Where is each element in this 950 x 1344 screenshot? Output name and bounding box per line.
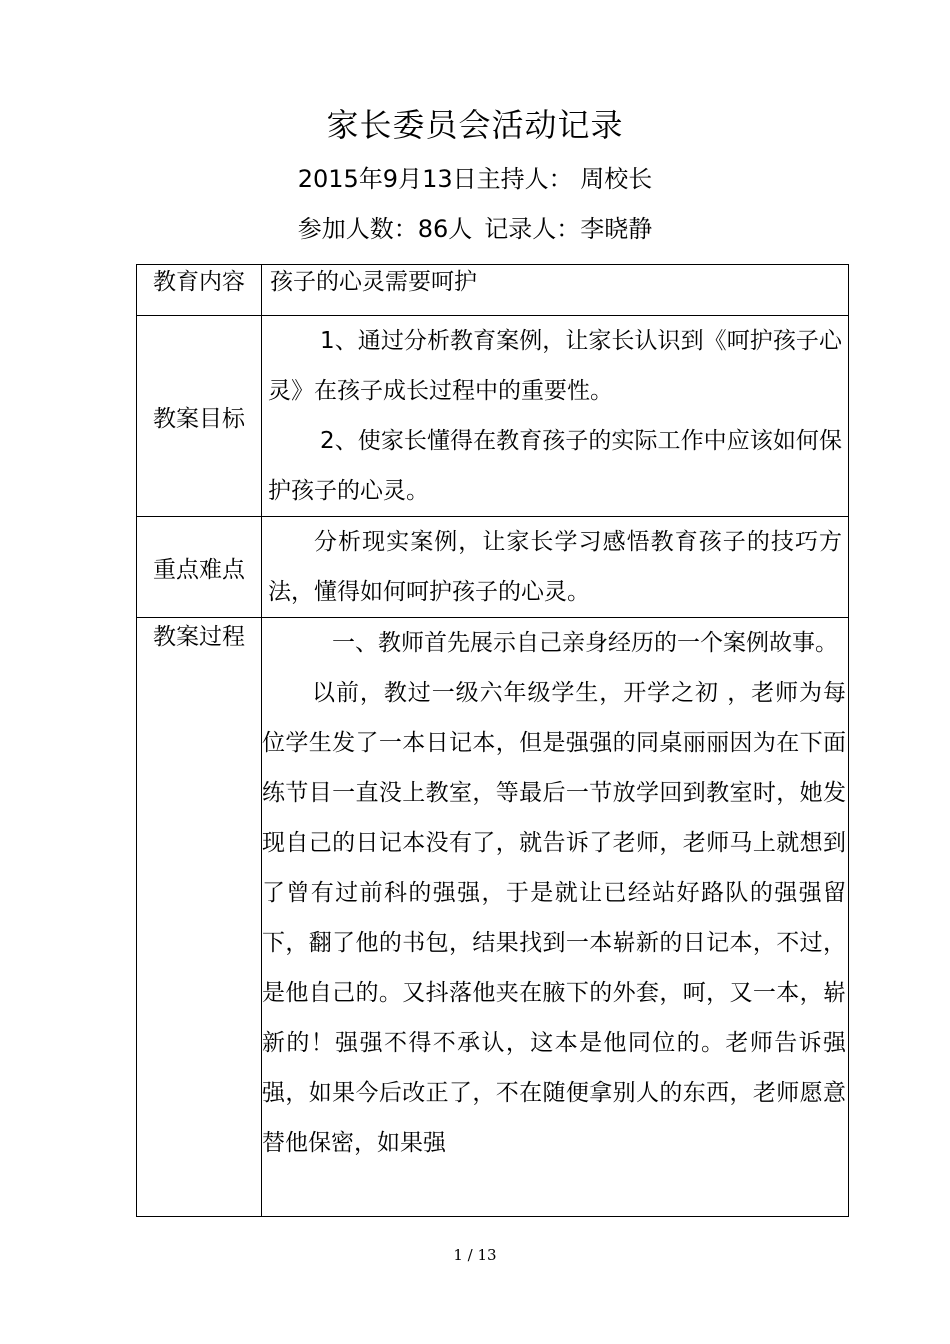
table-row xyxy=(137,316,849,517)
attendance-recorder-line xyxy=(0,212,950,246)
attendance-count: 参加人数：86人 xyxy=(297,215,473,243)
content-paragraph: 孩子的心灵需要呵护 xyxy=(270,269,477,295)
row-label-objectives: 教案目标 xyxy=(137,316,262,517)
key-points-paragraph: 分析现实案例，让家长学习感悟教育孩子的技巧方法，懂得如何呵护孩子的心灵。 xyxy=(268,529,842,605)
table-row xyxy=(137,517,849,618)
table-row xyxy=(137,618,849,1217)
row-label-content: 教育内容 xyxy=(137,265,262,316)
objective-paragraph-1: 1、通过分析教育案例，让家长认识到《呵护孩子心灵》在孩子成长过程中的重要性。 xyxy=(268,328,842,404)
row-label-process: 教案过程 xyxy=(137,618,262,1217)
date-host-line: 2015年9月13日主持人： 周校长 xyxy=(297,165,653,193)
table-row xyxy=(137,265,849,316)
page-indicator: 1 / 13 xyxy=(453,1246,497,1264)
activity-record-table xyxy=(136,264,849,1217)
row-value-content xyxy=(262,265,849,316)
row-value-key-points xyxy=(262,517,849,618)
row-value-objectives xyxy=(262,316,849,517)
process-paragraph-1: 一、教师首先展示自己亲身经历的一个案例故事。 xyxy=(332,630,838,656)
recorder-name: 记录人：李晓静 xyxy=(484,215,653,243)
row-label-key-points: 重点难点 xyxy=(137,517,262,618)
objective-paragraph-2: 2、使家长懂得在教育孩子的实际工作中应该如何保护孩子的心灵。 xyxy=(268,428,842,504)
process-paragraph-2: 以前，教过一级六年级学生，开学之初 ，老师为每位学生发了一本日记本，但是强强的同桌丽丽因为在下面练节目一直没上教室，等最后一节放学回到教室时，她发现自己的日记本没有了，就告诉了老师，老师马上就想到了曾有过前科的强强，于是就让已经站好路队的强强留下，翻了他的书包，结果找到一本崭新的日记本，不过，是他自己的。又抖落他夹在腋下的外套，呵，又一本，崭新的！强强不得不承认，这本是他同位的。老师告诉强强，如果今后改正了，不在随便拿别人的东西，老师愿意替他保密，如果强 xyxy=(262,680,846,1156)
row-value-process xyxy=(262,618,849,1217)
document-title: 家长委员会活动记录 xyxy=(326,106,624,144)
